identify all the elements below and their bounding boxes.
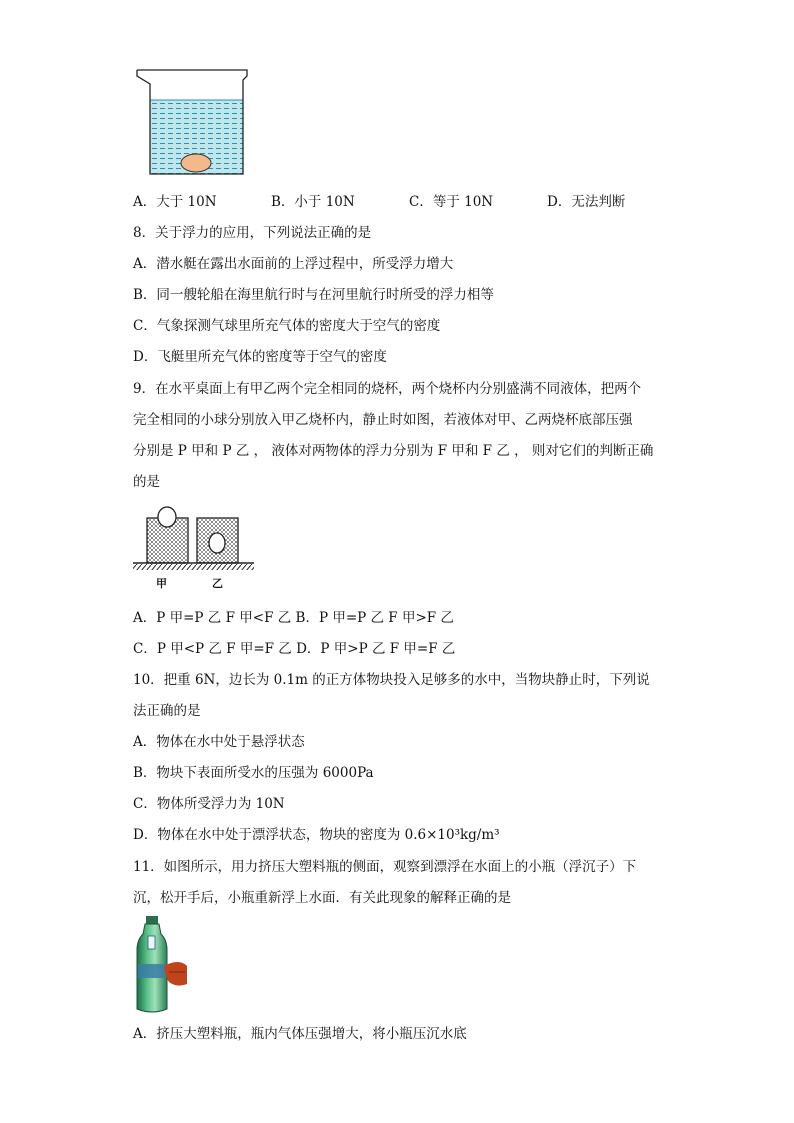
q11-stem-line-2: 沉，松开手后，小瓶重新浮上水面．有关此现象的解释正确的是 — [133, 890, 511, 906]
fig-label-jia: 甲 — [156, 577, 167, 590]
q8-option-a: A．潜水艇在露出水面前的上浮过程中，所受浮力增大 — [133, 256, 454, 272]
q9-stem-line-4: 的是 — [133, 474, 160, 490]
two-beakers-figure — [131, 505, 256, 591]
q7-option-d: D．无法判断 — [547, 194, 626, 210]
q7-option-c: C．等于 10N — [409, 194, 494, 210]
q8-option-d: D．飞艇里所充气体的密度等于空气的密度 — [133, 349, 387, 365]
fig-label-yi: 乙 — [212, 577, 223, 590]
bottle-figure — [131, 914, 193, 1016]
q10-stem-line-2: 法正确的是 — [133, 703, 201, 719]
q9-options-line-2: C．P 甲<P 乙 F 甲=F 乙 D．P 甲>P 乙 F 甲=F 乙 — [133, 641, 456, 657]
q10-option-d: D．物体在水中处于漂浮状态，物块的密度为 0.6×10³kg/m³ — [133, 827, 500, 843]
q9-options-line-1: A．P 甲=P 乙 F 甲<F 乙 B．P 甲=P 乙 F 甲>F 乙 — [133, 610, 454, 626]
q10-option-a: A．物体在水中处于悬浮状态 — [133, 734, 305, 750]
q8-option-b: B．同一艘轮船在海里航行时与在河里航行时所受的浮力相等 — [133, 287, 494, 303]
q10-option-b: B．物块下表面所受水的压强为 6000Pa — [133, 765, 374, 781]
q11-option-a: A．挤压大塑料瓶，瓶内气体压强增大，将小瓶压沉水底 — [133, 1026, 467, 1042]
q7-option-a: A．大于 10N — [133, 194, 217, 210]
q11-stem-line-1: 11．如图所示，用力挤压大塑料瓶的侧面，观察到漂浮在水面上的小瓶（浮沉子）下 — [133, 859, 637, 875]
beaker-figure — [135, 66, 250, 178]
q8-stem: 8．关于浮力的应用，下列说法正确的是 — [133, 225, 372, 241]
q10-stem-line-1: 10．把重 6N，边长为 0.1m 的正方体物块投入足够多的水中，当物块静止时，下列说 — [133, 672, 650, 688]
q7-option-b: B．小于 10N — [271, 194, 355, 210]
q10-option-c: C．物体所受浮力为 10N — [133, 796, 285, 812]
q9-stem-line-2: 完全相同的小球分别放入甲乙烧杯内，静止时如图，若液体对甲、乙两烧杯底部压强 — [133, 412, 633, 428]
q9-stem-line-1: 9．在水平桌面上有甲乙两个完全相同的烧杯，两个烧杯内分别盛满不同液体，把两个 — [133, 381, 642, 397]
q9-stem-line-3: 分别是 P 甲和 P 乙 ， 液体对两物体的浮力分别为 F 甲和 F 乙 ， 则对它们的判断正确 — [133, 443, 654, 459]
q8-option-c: C．气象探测气球里所充气体的密度大于空气的密度 — [133, 318, 441, 334]
